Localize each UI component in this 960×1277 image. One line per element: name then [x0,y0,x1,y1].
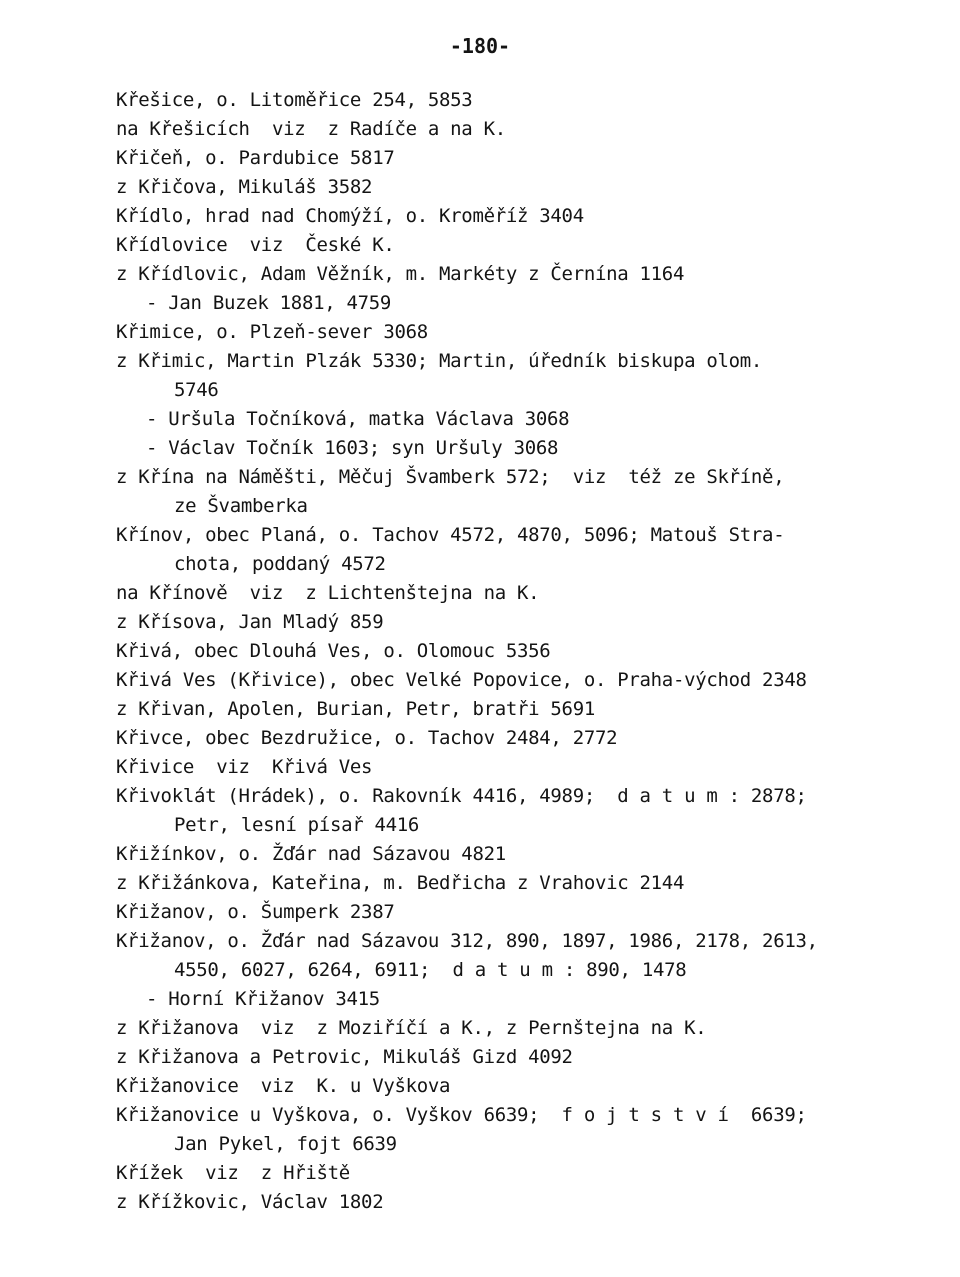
index-line: Petr, lesní písař 4416 [174,814,420,836]
page-number: -180- [449,34,511,58]
index-line: z Křimic, Martin Plzák 5330; Martin, úředník biskupa olom. [116,350,763,372]
index-line: Křídlo, hrad nad Chomýží, o. Kroměříž 3404 [116,205,584,227]
index-line: z Křína na Náměšti, Měčuj Švamberk 572; viz též ze Skříně, [116,466,785,488]
index-line: 4550, 6027, 6264, 6911; d a t u m : 890, 1478 [174,959,687,981]
index-line: na Křínově viz z Lichtenštejna na K. [116,582,540,604]
index-line: Křížek viz z Hřiště [116,1162,350,1184]
index-line: - Václav Točník 1603; syn Uršuly 3068 [146,437,559,459]
index-line: z Křižanova viz z Moziříčí a K., z Pernštejna na K. [116,1017,707,1039]
index-line: z Křižanova a Petrovic, Mikuláš Gizd 4092 [116,1046,573,1068]
index-line: Křivá, obec Dlouhá Ves, o. Olomouc 5356 [116,640,551,662]
index-line: z Křížkovic, Václav 1802 [116,1191,384,1213]
index-line: Křivá Ves (Křivice), obec Velké Popovice, o. Praha-východ 2348 [116,669,807,691]
index-line: 5746 [174,379,219,401]
index-line: na Křešicích viz z Radíče a na K. [116,118,506,140]
index-line: Křičeň, o. Pardubice 5817 [116,147,395,169]
index-line: chota, poddaný 4572 [174,553,386,575]
index-line: Křešice, o. Litoměřice 254, 5853 [116,89,473,111]
index-line: Křižanovice viz K. u Vyškova [116,1075,451,1097]
index-line: Jan Pykel, fojt 6639 [174,1133,397,1155]
index-line: z Křivan, Apolen, Burian, Petr, bratři 5691 [116,698,595,720]
index-line: z Křídlovic, Adam Věžník, m. Markéty z Černína 1164 [116,263,685,285]
index-line: Křivoklát (Hrádek), o. Rakovník 4416, 4989; d a t u m : 2878; [116,785,807,807]
index-line: - Horní Křižanov 3415 [146,988,380,1010]
index-line: Křižanov, o. Žďár nad Sázavou 312, 890, 1897, 1986, 2178, 2613, [116,930,818,952]
index-entries [116,86,916,1217]
index-line: Křídlovice viz České K. [116,234,395,256]
index-line: Křivce, obec Bezdružice, o. Tachov 2484, 2772 [116,727,618,749]
index-line: ze Švamberka [174,495,308,517]
index-line: - Jan Buzek 1881, 4759 [146,292,392,314]
index-line: Křižanov, o. Šumperk 2387 [116,901,395,923]
index-line: Křižanovice u Vyškova, o. Vyškov 6639; f o j t s t v í 6639; [116,1104,807,1126]
index-line: Křivice viz Křivá Ves [116,756,373,778]
index-line: Křínov, obec Planá, o. Tachov 4572, 4870, 5096; Matouš Stra- [116,524,785,546]
index-line: Křimice, o. Plzeň-sever 3068 [116,321,428,343]
index-line: - Uršula Točníková, matka Václava 3068 [146,408,570,430]
index-line: z Křičova, Mikuláš 3582 [116,176,373,198]
index-line: z Křísova, Jan Mladý 859 [116,611,384,633]
index-line: z Křižánkova, Kateřina, m. Bedřicha z Vrahovic 2144 [116,872,685,894]
index-line: Křižínkov, o. Žďár nad Sázavou 4821 [116,843,506,865]
